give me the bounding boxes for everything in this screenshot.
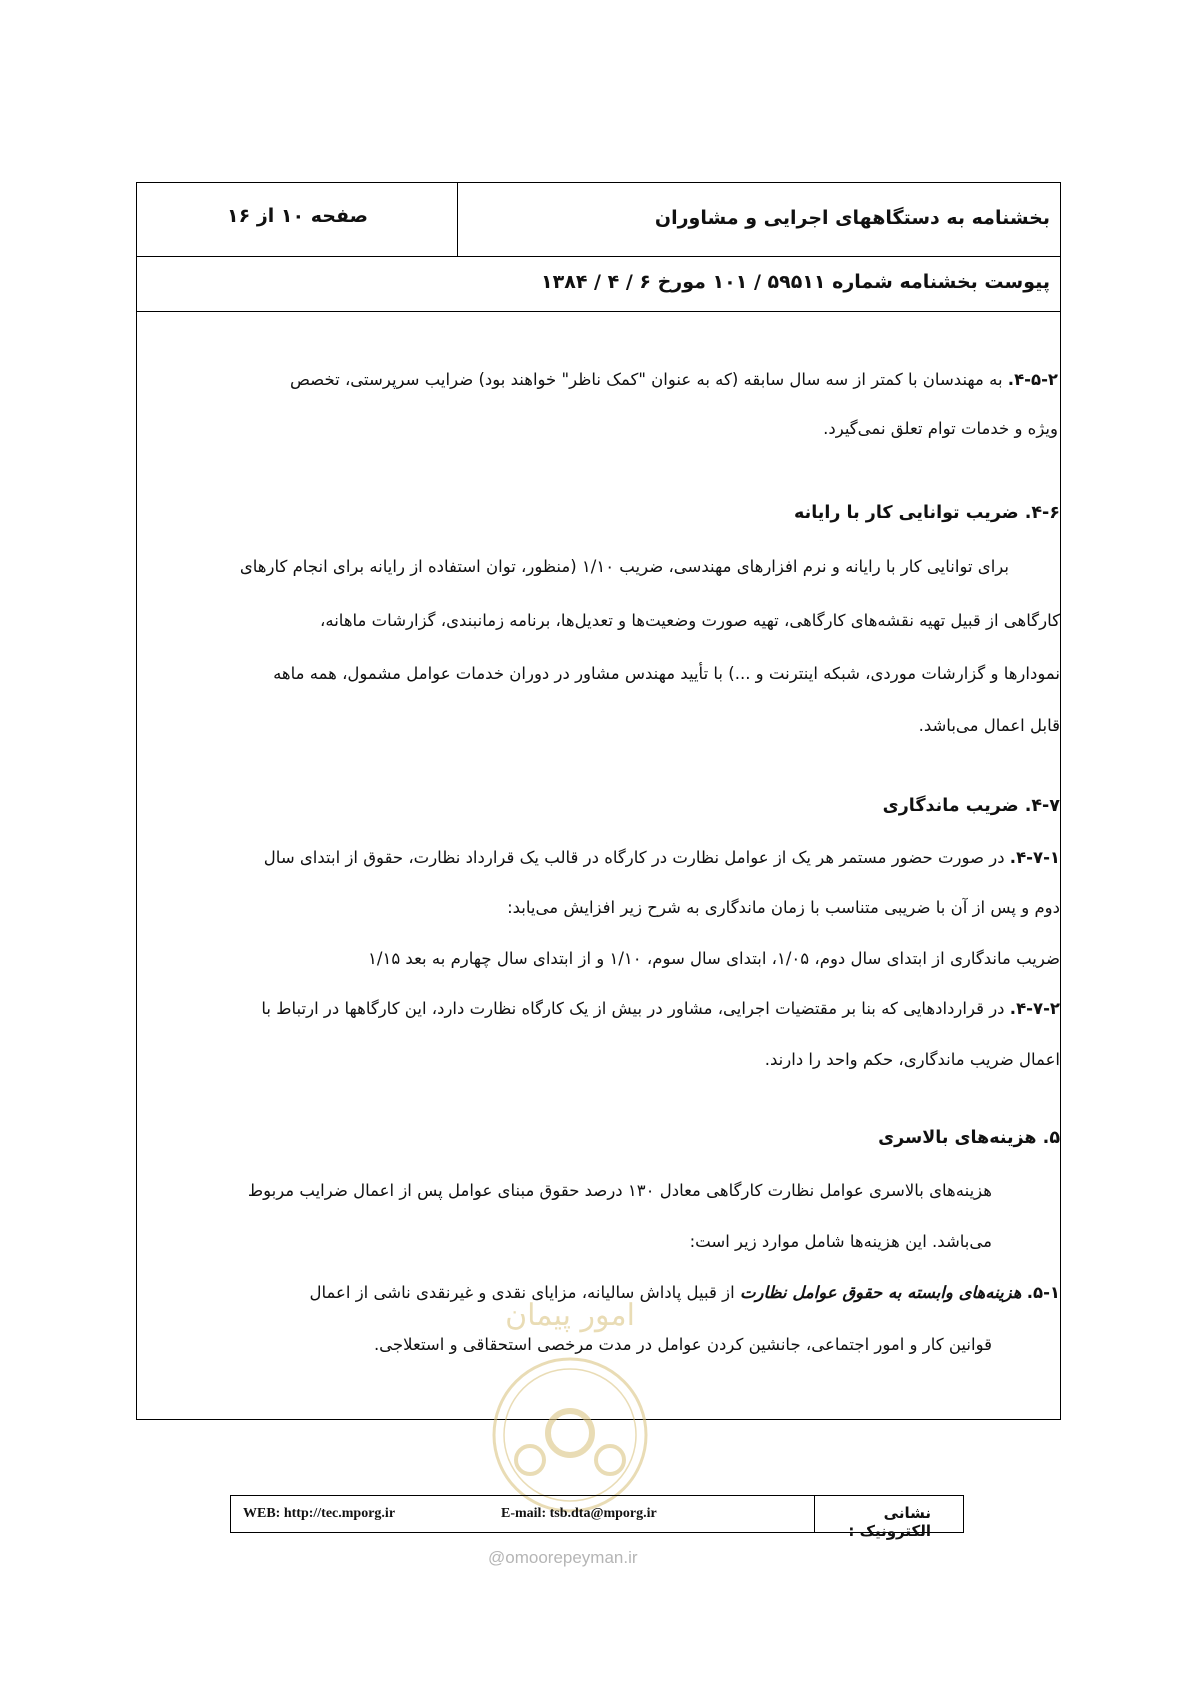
heading-4-6: ۴-۶. ضریب توانایی کار با رایانه (794, 503, 1060, 523)
section-5-line1: هزینه‌های بالاسری عوامل نظارت کارگاهی معادل ۱۳۰ درصد حقوق مبنای عوامل پس از اعمال ضرایب مربوط (247, 1181, 992, 1200)
clause-4-7-1-number: ۴-۷-۱. (1009, 848, 1060, 867)
clause-4-7-1-line2: دوم و پس از آن با ضریبی متناسب با زمان ماندگاری به شرح زیر افزایش می‌یابد: (507, 898, 1060, 917)
header-row (137, 183, 1060, 257)
clause-4-7-2-line1 (261, 999, 1060, 1018)
clause-4-5-2-number: ۴-۵-۲. (1007, 370, 1058, 389)
annex-row (137, 257, 1060, 312)
clause-5-1-line2: قوانین کار و امور اجتماعی، جانشین کردن عوامل در مدت مرخصی استحقاقی و استعلاجی. (373, 1335, 992, 1354)
page-number: صفحه ۱۰ از ۱۶ (227, 205, 368, 227)
clause-4-6-line4: قابل اعمال می‌باشد. (918, 716, 1060, 735)
seal-text: امور پیمان (505, 1298, 635, 1333)
section-5-line2: می‌باشد. این هزینه‌ها شامل موارد زیر است: (689, 1232, 992, 1251)
clause-4-7-1-text: در صورت حضور مستمر هر یک از عوامل نظارت در کارگاه در قالب یک قرارداد نظارت، حقوق از ابتدای سال (263, 848, 1005, 867)
header-page-cell (137, 183, 458, 256)
heading-5: ۵. هزینه‌های بالاسری (878, 1128, 1060, 1148)
footer-label: نشانی الکترونیک : (848, 1504, 931, 1540)
clause-4-5-2-line1 (290, 370, 1058, 389)
footer-web[interactable]: WEB: http://tec.mporg.ir (243, 1506, 396, 1521)
clause-4-5-2-line2: ویژه و خدمات توام تعلق نمی‌گیرد. (823, 419, 1058, 438)
seal-watermark (485, 1285, 655, 1515)
clause-5-1-text: از قبیل پاداش سالیانه، مزایای نقدی و غیرنقدی ناشی از اعمال (309, 1283, 735, 1302)
heading-4-7: ۴-۷. ضریب ماندگاری (882, 796, 1060, 816)
clause-5-1-title: هزینه‌های وابسته به حقوق عوامل نظارت (739, 1283, 1022, 1302)
footer-label-cell (814, 1496, 963, 1540)
clause-4-6-line2: کارگاهی از قبیل تهیه نقشه‌های کارگاهی، تهیه صورت وضعیت‌ها و تعدیل‌ها، برنامه زمانبندی، گزارشات ماهانه، (320, 611, 1060, 630)
footer-email[interactable]: E-mail: tsb.dta@mporg.ir (501, 1506, 657, 1521)
clause-4-7-2-line2: اعمال ضریب ماندگاری، حکم واحد را دارند. (764, 1050, 1060, 1069)
header-title-cell (457, 183, 1060, 256)
footer-box (230, 1495, 964, 1540)
annex-reference: پیوست بخشنامه شماره ۵۹۵۱۱ / ۱۰۱ مورخ ۶ / ۴ / ۱۳۸۴ (541, 271, 1050, 293)
clause-4-7-2-text: در قراردادهایی که بنا بر مقتضیات اجرایی، مشاور در بیش از یک کارگاه نظارت دارد، این کارگاهها در ارتباط با (261, 999, 1005, 1018)
clause-4-7-2-number: ۴-۷-۲. (1009, 999, 1060, 1018)
header-title: بخشنامه به دستگاههای اجرایی و مشاوران (654, 207, 1050, 229)
site-watermark: @omoorepeyman.ir (488, 1548, 638, 1567)
clause-4-6-line1: برای توانایی کار با رایانه و نرم افزارهای مهندسی، ضریب ۱/۱۰ (منظور، توان استفاده از رایانه برای انجام کارهای (239, 557, 1009, 576)
clause-4-6-line3: نمودارها و گزارشات موردی، شبکه اینترنت و ...) با تأیید مهندس مشاور در دوران خدمات عوامل مشمول، همه ماهه (273, 664, 1060, 683)
clause-5-1-number: ۵-۱. (1026, 1283, 1060, 1302)
clause-4-7-1-line3: ضریب ماندگاری از ابتدای سال دوم، ۱/۰۵، ابتدای سال سوم، ۱/۱۰ و از ابتدای سال چهارم به بعد ۱/۱۵ (368, 949, 1060, 968)
clause-4-5-2-text: به مهندسان با کمتر از سه سال سابقه (که به عنوان "کمک ناظر" خواهند بود) ضرایب سرپرستی، تخصص (289, 370, 1003, 389)
clause-5-1-line1 (309, 1283, 1060, 1302)
clause-4-7-1-line1 (264, 848, 1060, 867)
